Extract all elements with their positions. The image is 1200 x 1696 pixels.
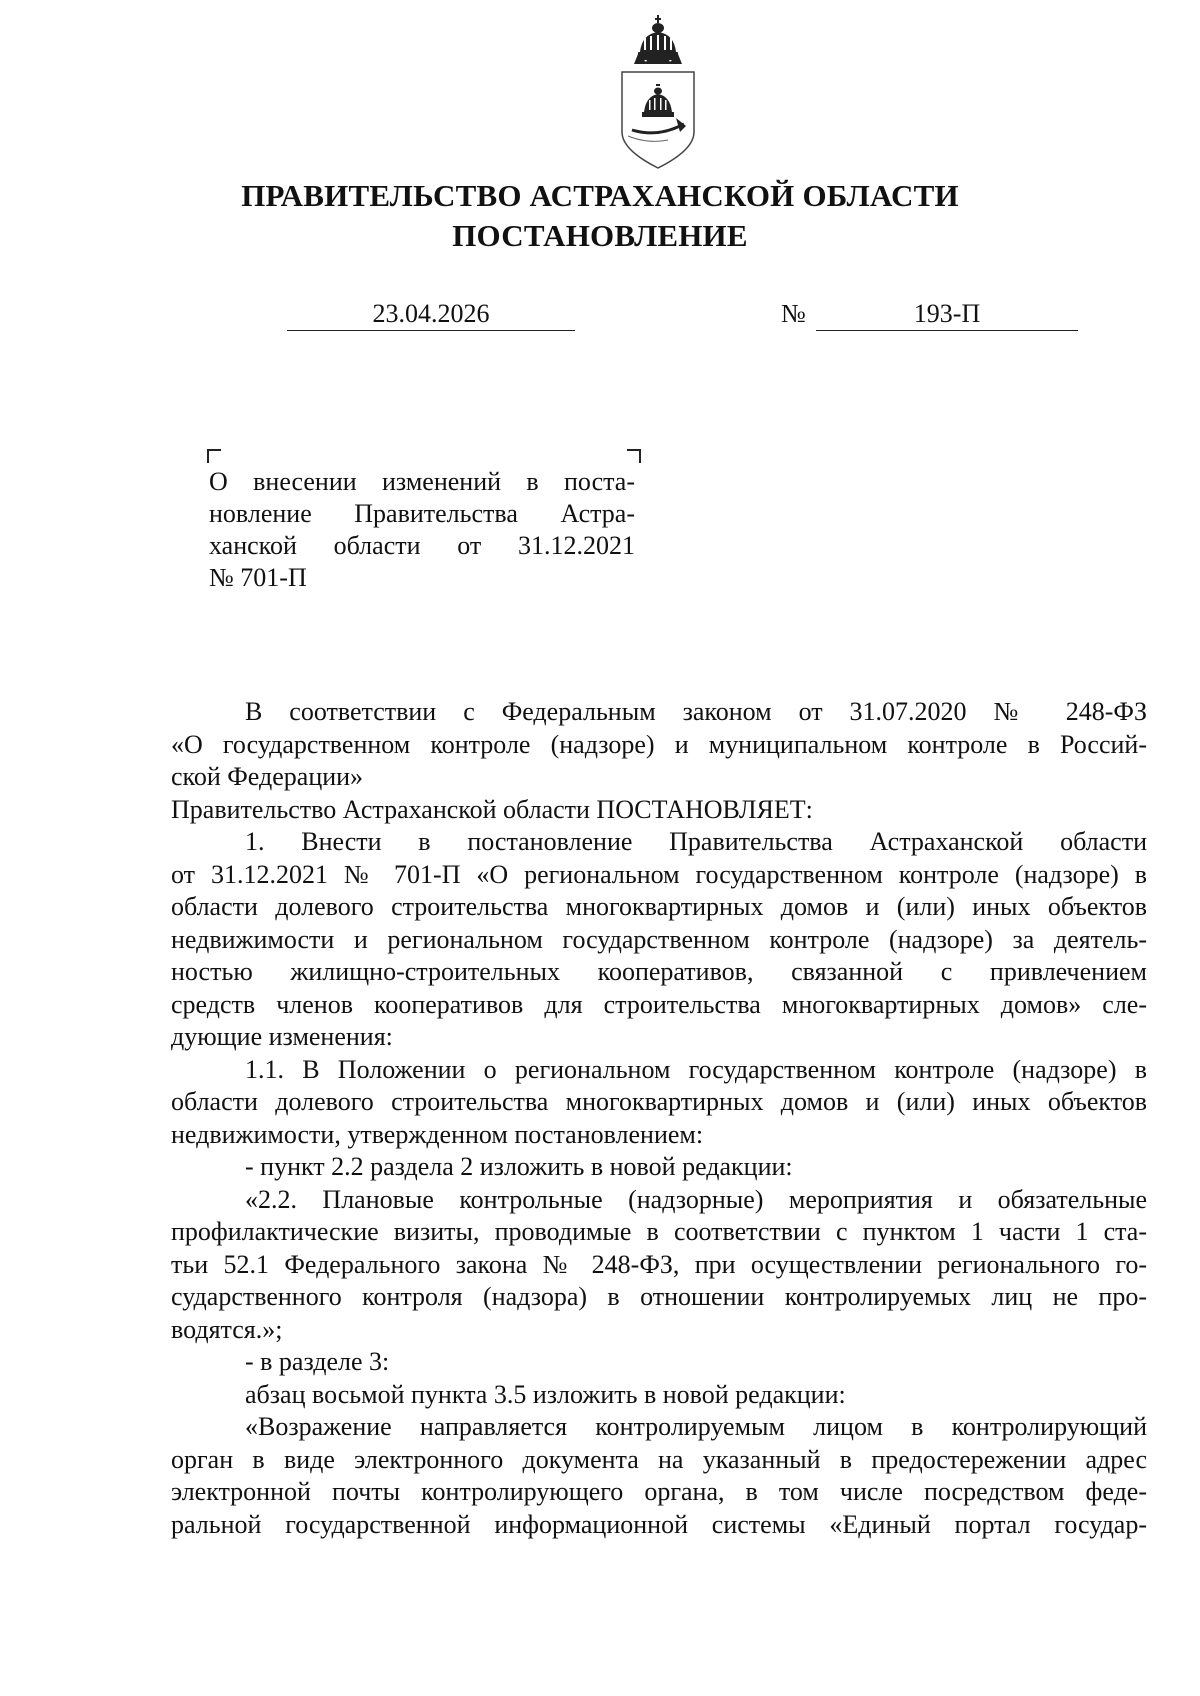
- body-line: электронной почты контролирующего органа, в том числе посредством феде-: [171, 1477, 1147, 1506]
- subject-corner-right: [627, 449, 641, 463]
- coat-of-arms-emblem: [618, 14, 698, 172]
- body-line: средств членов кооперативов для строительства многоквартирных домов» сле-: [171, 989, 1147, 1019]
- subject-corner-left: [207, 449, 221, 463]
- body-line: ральной государственной информационной системы «Единый портал государ-: [171, 1509, 1147, 1539]
- body-line: абзац восьмой пункта 3.5 изложить в новой редакции:: [245, 1379, 846, 1409]
- document-type: ПОСТАНОВЛЕНИЕ: [452, 218, 748, 253]
- body-line: В соответствии с Федеральным законом от 31.07.2020 № 248-ФЗ: [245, 697, 1147, 726]
- body-line: недвижимости и региональном государственном контроле (надзоре) за деятель-: [171, 924, 1147, 954]
- organization-title: ПРАВИТЕЛЬСТВО АСТРАХАНСКОЙ ОБЛАСТИ: [241, 178, 959, 213]
- body-line: - пункт 2.2 раздела 2 изложить в новой редакции:: [245, 1152, 793, 1181]
- body-line: области долевого строительства многоквартирных домов и (или) иных объектов: [171, 892, 1147, 921]
- body-line: сударственного контроля (надзора) в отношении контролируемых лиц не про-: [171, 1282, 1147, 1311]
- body-line: от 31.12.2021 № 701-П «О региональном государственном контроле (надзоре) в: [171, 859, 1147, 889]
- body-line: области долевого строительства многоквартирных домов и (или) иных объектов: [171, 1087, 1147, 1116]
- body-line: недвижимости, утвержденном постановлением:: [171, 1119, 704, 1149]
- body-line: водятся.»;: [171, 1314, 283, 1344]
- body-line: ской Федерации»: [171, 762, 364, 791]
- subject-line: новление Правительства Астра-: [209, 499, 635, 528]
- body-line: ностью жилищно-строительных кооперативов, связанной с привлечением: [171, 957, 1147, 986]
- body-line: 1.1. В Положении о региональном государственном контроле (надзоре) в: [245, 1054, 1147, 1084]
- body-line: тьи 52.1 Федерального закона № 248-ФЗ, при осуществлении регионального го-: [171, 1249, 1147, 1279]
- body-line: дующие изменения:: [171, 1022, 393, 1051]
- body-line: «О государственном контроле (надзоре) и муниципальном контроле в Россий-: [171, 729, 1147, 759]
- document-date: 23.04.2026: [287, 298, 575, 331]
- body-line: - в разделе 3:: [245, 1347, 390, 1376]
- body-line: «Возражение направляется контролируемым лицом в контролирующий: [245, 1412, 1147, 1441]
- body-line: 1. Внести в постановление Правительства Астраханской области: [245, 827, 1147, 856]
- document-number: 193-П: [816, 298, 1078, 331]
- number-label: №: [781, 299, 806, 328]
- body-line: «2.2. Плановые контрольные (надзорные) мероприятия и обязательные: [245, 1184, 1147, 1214]
- body-line: орган в виде электронного документа на указанный в предостережении адрес: [171, 1444, 1147, 1474]
- document-body: [171, 696, 1147, 1541]
- body-line: профилактические визиты, проводимые в соответствии с пунктом 1 части 1 ста-: [171, 1217, 1147, 1246]
- subject-line: О внесении изменений в поста-: [209, 467, 635, 496]
- body-line: Правительство Астраханской области ПОСТАНОВЛЯЕТ:: [171, 794, 813, 824]
- subject-line: ханской области от 31.12.2021: [209, 531, 635, 560]
- document-subject: [209, 466, 635, 594]
- subject-line: № 701-П: [209, 563, 307, 592]
